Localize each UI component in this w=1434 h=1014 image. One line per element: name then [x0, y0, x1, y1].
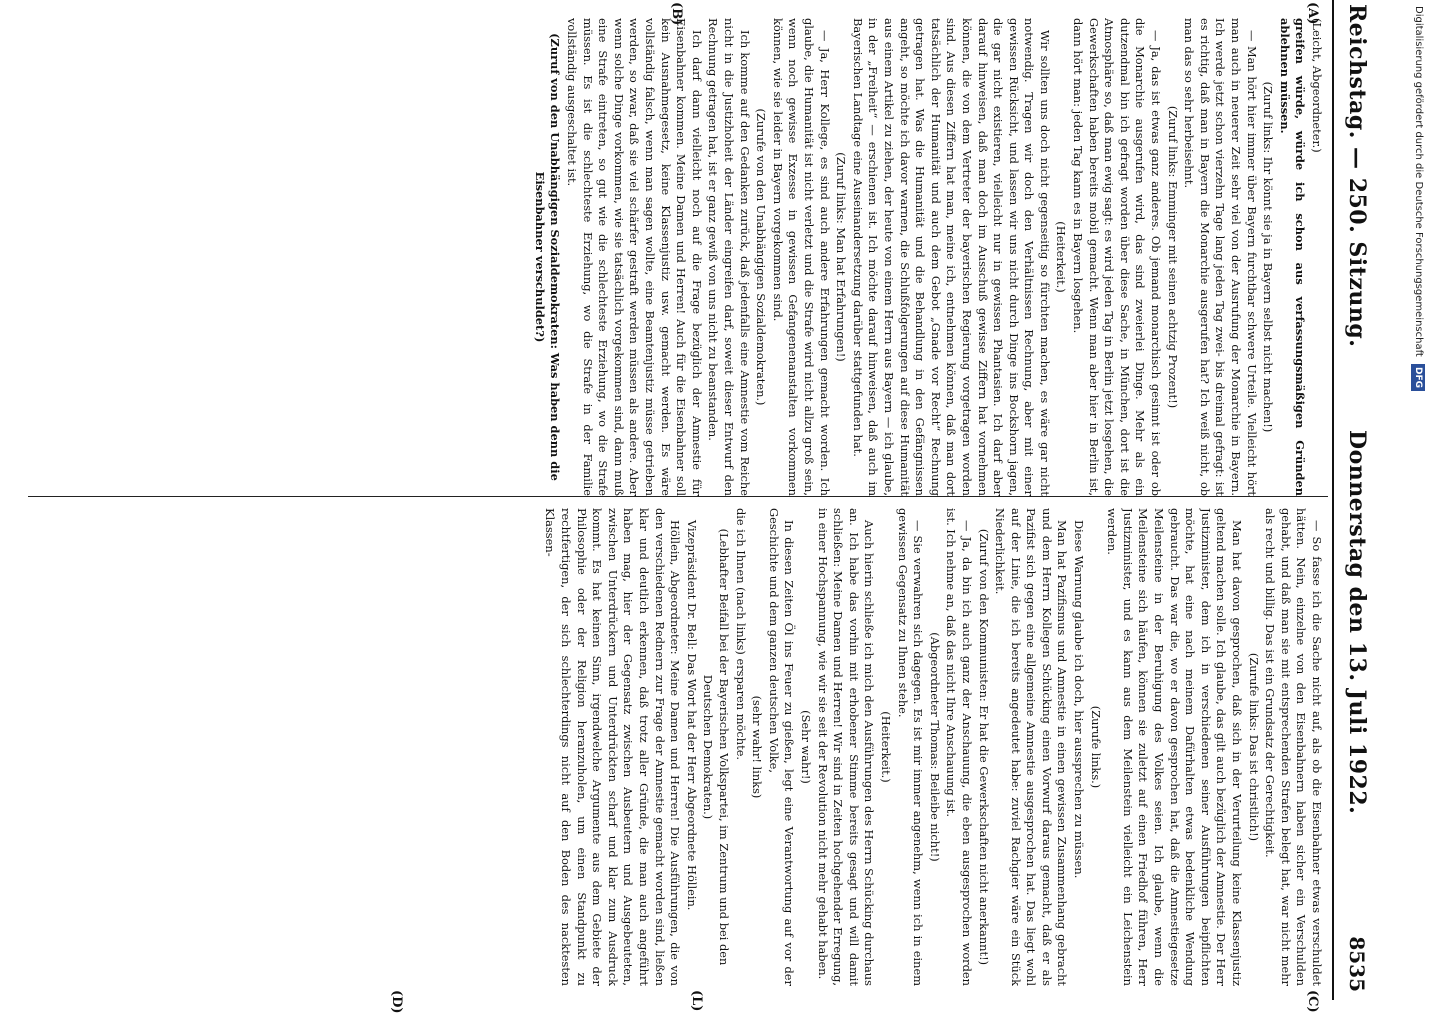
paragraph: Diese Warnung glaube ich doch, hier aussprechen zu müssen. [1072, 520, 1087, 879]
interjection: (Zuruf von den Kommunisten: Er hat die Gewerkschaften nicht anerkannt!) [976, 528, 991, 966]
interjection: (Zuruf links: Emminger mit seinen achtzig Prozent!) [1165, 105, 1180, 409]
margin-marker-c: (C) [1305, 990, 1320, 1013]
paragraph: — So fasse ich die Sache nicht auf, als ob die Eisenbahner etwas verschuldet hätten. Nein, einzelne von den Eisenbahnern haben sicher ein Verschulden gehabt, und daß man sie mit entsprechenden Strafen belegt hat, war nicht mehr als recht und billig. Das ist ein Grundsatz der Gerechtigkeit. [1263, 508, 1324, 986]
president-statement: Vizepräsident Dr. Bell: Das Wort hat der Herr Abgeordnete Höllein. [684, 520, 699, 911]
interjection: (Zuruf links: Man hat Erfahrungen!) [834, 152, 849, 362]
speaker-header: (Leicht, Abgeordneter.) [1310, 18, 1324, 153]
margin-marker-b: (B) [669, 2, 684, 26]
paragraph: — Sie verwahren sich dagegen. Es ist mir immer angenehm, wenn ich in einem gewissen Gegensatz zu Ihnen stehe. [895, 508, 926, 986]
interjection: (Zurufe links.) [1088, 705, 1103, 789]
interjection: (Zuruf von den Unabhängigen Sozialdemokraten: Was haben denn die Eisenbahner verschuldet?) [532, 33, 563, 481]
page-number: 8535 [1345, 936, 1369, 992]
margin-marker-d: (D) [389, 990, 404, 1014]
paragraph: — Man hört hier immer über Bayern furchtbar schwere Urteile. Vielleicht hört man auch in neuerer Zeit sehr viel von der Ausrufung der Monarchie in Bayern. Ich werde jetzt schon vierzehn Tage lang jeden Tag zwei- bis dreimal gefragt: ist es richtig, daß man in Bayern die Monarchie ausgerufen hat? Ich weiß nicht, ob man das so sehr herbeisehnt. [1182, 18, 1259, 496]
interjection: (Heiterkeit.) [1054, 221, 1069, 293]
paragraph: Man hat davon gesprochen, daß sich in der Verurteilung keine Klassenjustiz geltend machen solle. Ich glaube, das gilt auch bezüglich der Amnestie. Der Herr Justizminister, dem ich in verschiedenen seiner Ausführungen beipflichten möchte, hat eine nach meinem Dafürhalten etwas bedenkliche Wendung gebraucht. Das war die, wo er davon gesprochen hat, daß die Amnestiegesetze Meilensteine in der Beruhigung des Volkes seien. Ich glaube, wenn die Meilensteine sich häufen, können sie zuletzt auf einen Friedhof führen, Herr Justizminister, und es kann aus dem Meilenstein vielleicht ein Leichenstein werden. [1105, 508, 1245, 986]
paragraph: Ich darf dann vielleicht noch auf die Frage bezüglich der Amnestie für Eisenbahner kommen. Meine Damen und Herren! Auch für die Eisenbahner soll kein Ausnahmegesetz, keine Klassenjustiz usw. gemacht werden. Es wäre vollständig falsch, wenn man sagen wollte, eine Beamtenjustiz müsse getrieben werden, so zwar, daß sie viel schärfer gestraft werden müssen als andere. Aber wenn solche Dinge vorkommen, wie sie tatsächlich vorgekommen sind, dann muß eine Strafe eintreten, so gut wie die schlechteste Erziehung, wo die Strafe müssen. Es ist die schlechteste Erziehung, wo die Strafe in der Familie vollständig ausgeschaltet ist. [565, 18, 704, 496]
digitization-credit [1406, 0, 1430, 1000]
header-date: Donnerstag den 13. Juli 1922. [1344, 430, 1370, 815]
header-rule [1332, 0, 1334, 1000]
interjection: (sehr wahr! links) [750, 695, 765, 799]
page-header [1338, 0, 1376, 1000]
interjection: (Sehr wahr!) [799, 710, 813, 784]
paragraph: Ich komme auf den Gedanken zurück, daß jedenfalls eine Amnestie vom Reiche nicht in die Justizhoheit der Länder eingreifen darf, soweit dieser Entwurf den Rechnung getragen hat, ist er ganz gewiß von uns nicht zu beanstanden. [706, 18, 752, 496]
paragraph: — Ja, das ist etwas ganz anderes. Ob jemand monarchisch gesinnt ist oder ob die Monarchie ausgerufen wird, das sind zweierlei Dinge. Mehr als ein dutzendmal bin ich gefragt worden über diese Sache, in München, dort ist die Atmosphäre so, daß man ewig sagt: es wird jeden Tag in Berlin jetzt losgehen, die Gewerkschaften haben bereits mobil gemacht. Wenn man aber hier in Berlin ist, dann hört man: jeden Tag kann es in Bayern losgehen. [1071, 18, 1164, 496]
header-session: Reichstag. — 250. Sitzung. [1344, 4, 1370, 348]
paragraph: Auch hierin schließe ich mich den Ausführungen des Herrn Schücking durchaus an. Ich habe das vorhin mit erhobener Stimme bereits gesagt und will damit schließen: Meine Damen und Herren! Wir sind in Zeiten hochgehender Erregung, in einer Hochspannung, wie wir sie seit der Revolution nicht mehr gehabt haben. [815, 508, 877, 986]
dfg-logo-icon: DFG [1411, 364, 1425, 391]
paragraph: Wir sollten uns doch nicht gegenseitig so fürchten machen, es wäre gar nicht notwendig. Tragen wir doch den Verhältnissen Rechnung, aber mit einer gewissen Rücksicht, und lassen wir uns nicht durch Dinge ins Bockshorn jagen, die gar nicht existieren, vielleicht nur in gewissen Phantasien. Ich darf aber darauf hinweisen, daß man doch im Ausschuß gewisse Ziffern hat vornehmen können, die von dem Vertreter der bayerischen Regierung vorgetragen worden sind. Aus diesen Ziffern hat man, meine ich, entnehmen können, daß man dort tatsächlich der Humanität und auch dem Gebot „Gnade vor Recht“ Rechnung getragen hat. Was die Humanität und die Behandlung in den Gefängnissen angeht, so möchte ich davor warnen, die Schlußfolgerungen auf diese Humanität aus einem Artikel zu ziehen, der heute von einem Herrn aus Bayern — ich glaube, in der „Freiheit“ — erschienen ist. Ich möchte darauf hinweisen, daß auch im Bayerischen Landtage eine Auseinandersetzung darüber stattgefunden hat. [850, 18, 1052, 496]
right-column [24, 508, 1324, 986]
interjection: (Zuruf links: Ihr könnt sie ja in Bayern selbst nicht machen!) [1261, 81, 1276, 433]
interjection: (Abgeordneter Thomas: Beileibe nicht!) [927, 632, 942, 862]
interjection: (Zurufe links: Das ist christlich!) [1246, 652, 1261, 842]
margin-marker-a: (A) [1305, 2, 1320, 25]
interjection: (Lebhafter Beifall bei der Bayerischen Volkspartei, im Zentrum und bei den Deutschen Demokraten.) [701, 528, 732, 966]
paragraph: — Ja, Herr Kollege, es sind auch andere Erfahrungen gemacht worden. Ich glaube, die Humanität ist nicht verletzt und die Strafe wird nicht allzu groß sein, wenn noch gewisse Exzesse in gewissen Gefangenenanstalten vorkommen können, wie sie leider in Bayern vorgekommen sind. [770, 18, 832, 496]
paragraph: die ich Ihnen (nach links) ersparen möchte. [733, 508, 748, 761]
paragraph: — Ja, da bin ich auch ganz der Anschauung, die eben ausgesprochen worden ist. Ich nehme an, daß das nicht Ihre Anschauung ist. [944, 508, 974, 986]
paragraph: greifen würde, würde ich schon aus verfassungsmäßigen Gründen ablehnen müssen. [1277, 18, 1308, 496]
credit-text: Digitalisierung gefördert durch die Deutsche Forschungsgemeinschaft [1413, 6, 1424, 357]
interjection: (Zurufe von den Unabhängigen Sozialdemokraten.) [754, 108, 769, 406]
left-column [24, 18, 1324, 496]
margin-marker-l: (L) [689, 990, 704, 1012]
column-divider [28, 496, 1328, 497]
interjection: (Heiterkeit.) [878, 711, 893, 783]
paragraph: Höllein, Abgeordneter: Meine Damen und Herren! Die Ausführungen, die von den verschiedenen Rednern zur Frage der Amnestie gemacht worden sind, ließen klar und deutlich erkennen, daß trotz aller Gründe, die man auch angeführt haben mag, hier der Gegensatz zwischen Ausbeutern und Ausgebeuteten, zwischen Unterdrückern und Unterdrückten scharf und klar zum Ausdruck kommt. Es hat keinen Sinn, irgendwelche Argumente aus dem Gebiete der Philosophie oder der Religion heranzuholen, um einen Standpunkt zu rechtfertigen, der sich schlechterdings nicht auf den Boden des nacktesten Klassen- [543, 508, 683, 986]
paragraph: Man hat Pazifismus und Amnestie in einen gewissen Zusammenhang gebracht und dem Herrn Kollegen Schücking einen Vorwurf daraus gemacht, daß er als Pazifist sich gegen eine allgemeine Amnestie ausgesprochen hat. Das liegt wohl auf der Linie, die ich bereits angedeutet habe: zuviel Rachgier wäre ein Stück Niederlichkeit. [993, 508, 1070, 986]
paragraph: In diesen Zeiten Öl ins Feuer zu gießen, legt eine Verantwortung auf vor der Geschichte und dem ganzen deutschen Volke, [766, 508, 797, 986]
